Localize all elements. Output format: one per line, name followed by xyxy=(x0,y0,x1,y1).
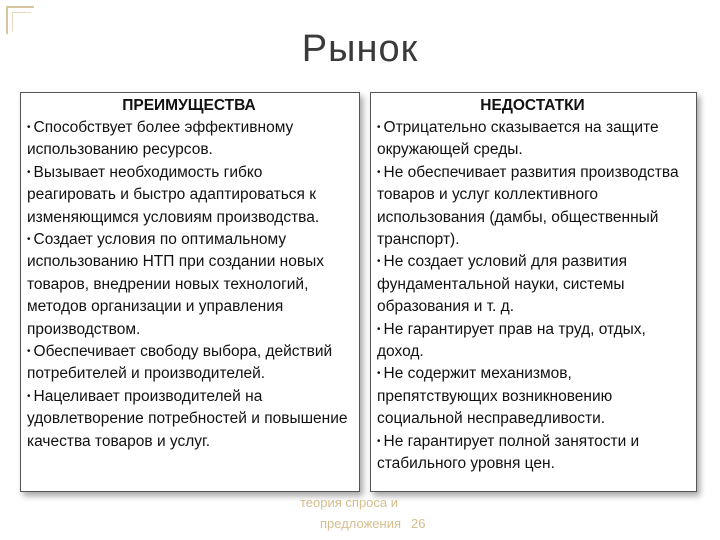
bullet-icon: • xyxy=(27,122,31,133)
footer-line-2 xyxy=(300,513,426,534)
bullet-icon: • xyxy=(377,368,381,380)
bullet-icon: • xyxy=(27,166,31,178)
bullet-icon: • xyxy=(377,256,381,268)
footer-text: предложения xyxy=(320,516,402,531)
bullet-icon: • xyxy=(377,435,381,447)
list-item: • Вызывает необходимость гибко реагировать и быстро адаптироваться к изменяющимся условиям производства. xyxy=(27,163,320,226)
advantages-panel xyxy=(20,92,360,492)
list-item: • Не содержит механизмов, препятствующих возникновению социальной несправедливости. xyxy=(377,365,613,428)
slide-title: Рынок xyxy=(301,28,419,70)
disadvantages-heading: НЕДОСТАТКИ xyxy=(480,97,585,114)
disadvantages-panel xyxy=(370,92,697,492)
bullet-icon: • xyxy=(27,234,31,246)
list-item: • Отрицательно сказывается на защите окружающей среды. xyxy=(377,119,659,159)
page-number: 26 xyxy=(411,516,426,531)
list-item: • Не гарантирует полной занятости и стабильного уровня цен. xyxy=(377,432,640,473)
footer-line: теория спроса и xyxy=(300,495,399,510)
bullet-icon: • xyxy=(27,390,31,402)
advantages-heading: ПРЕИМУЩЕСТВА xyxy=(122,97,256,114)
bullet-icon: • xyxy=(377,166,381,178)
list-item: • Обеспечивает свободу выбора, действий потребителей и производителей. xyxy=(27,343,333,383)
bullet-icon: • xyxy=(27,346,31,358)
bullet-icon: • xyxy=(377,122,381,133)
list-item: • Нацеливает производителей на удовлетворение потребностей и повышение качества товаров и услуг. xyxy=(27,387,348,450)
list-item: • Способствует более эффективному использованию ресурсов. xyxy=(27,119,294,159)
slide-footer xyxy=(300,492,426,534)
list-item: • Не обеспечивает развития производства товаров и услуг коллективного использования (дамбы, общественный транспорт). xyxy=(377,163,679,249)
list-item: • Не создает условий для развития фундаментальной науки, системы образования и т. д. xyxy=(377,253,627,316)
bullet-icon: • xyxy=(377,323,381,335)
list-item: • Создает условия по оптимальному использованию НТП при создании новых товаров, внедрении новых технологий, методов организации и управления производством. xyxy=(27,231,324,338)
list-item: • Не гарантирует прав на труд, отдых, доход. xyxy=(377,320,646,361)
